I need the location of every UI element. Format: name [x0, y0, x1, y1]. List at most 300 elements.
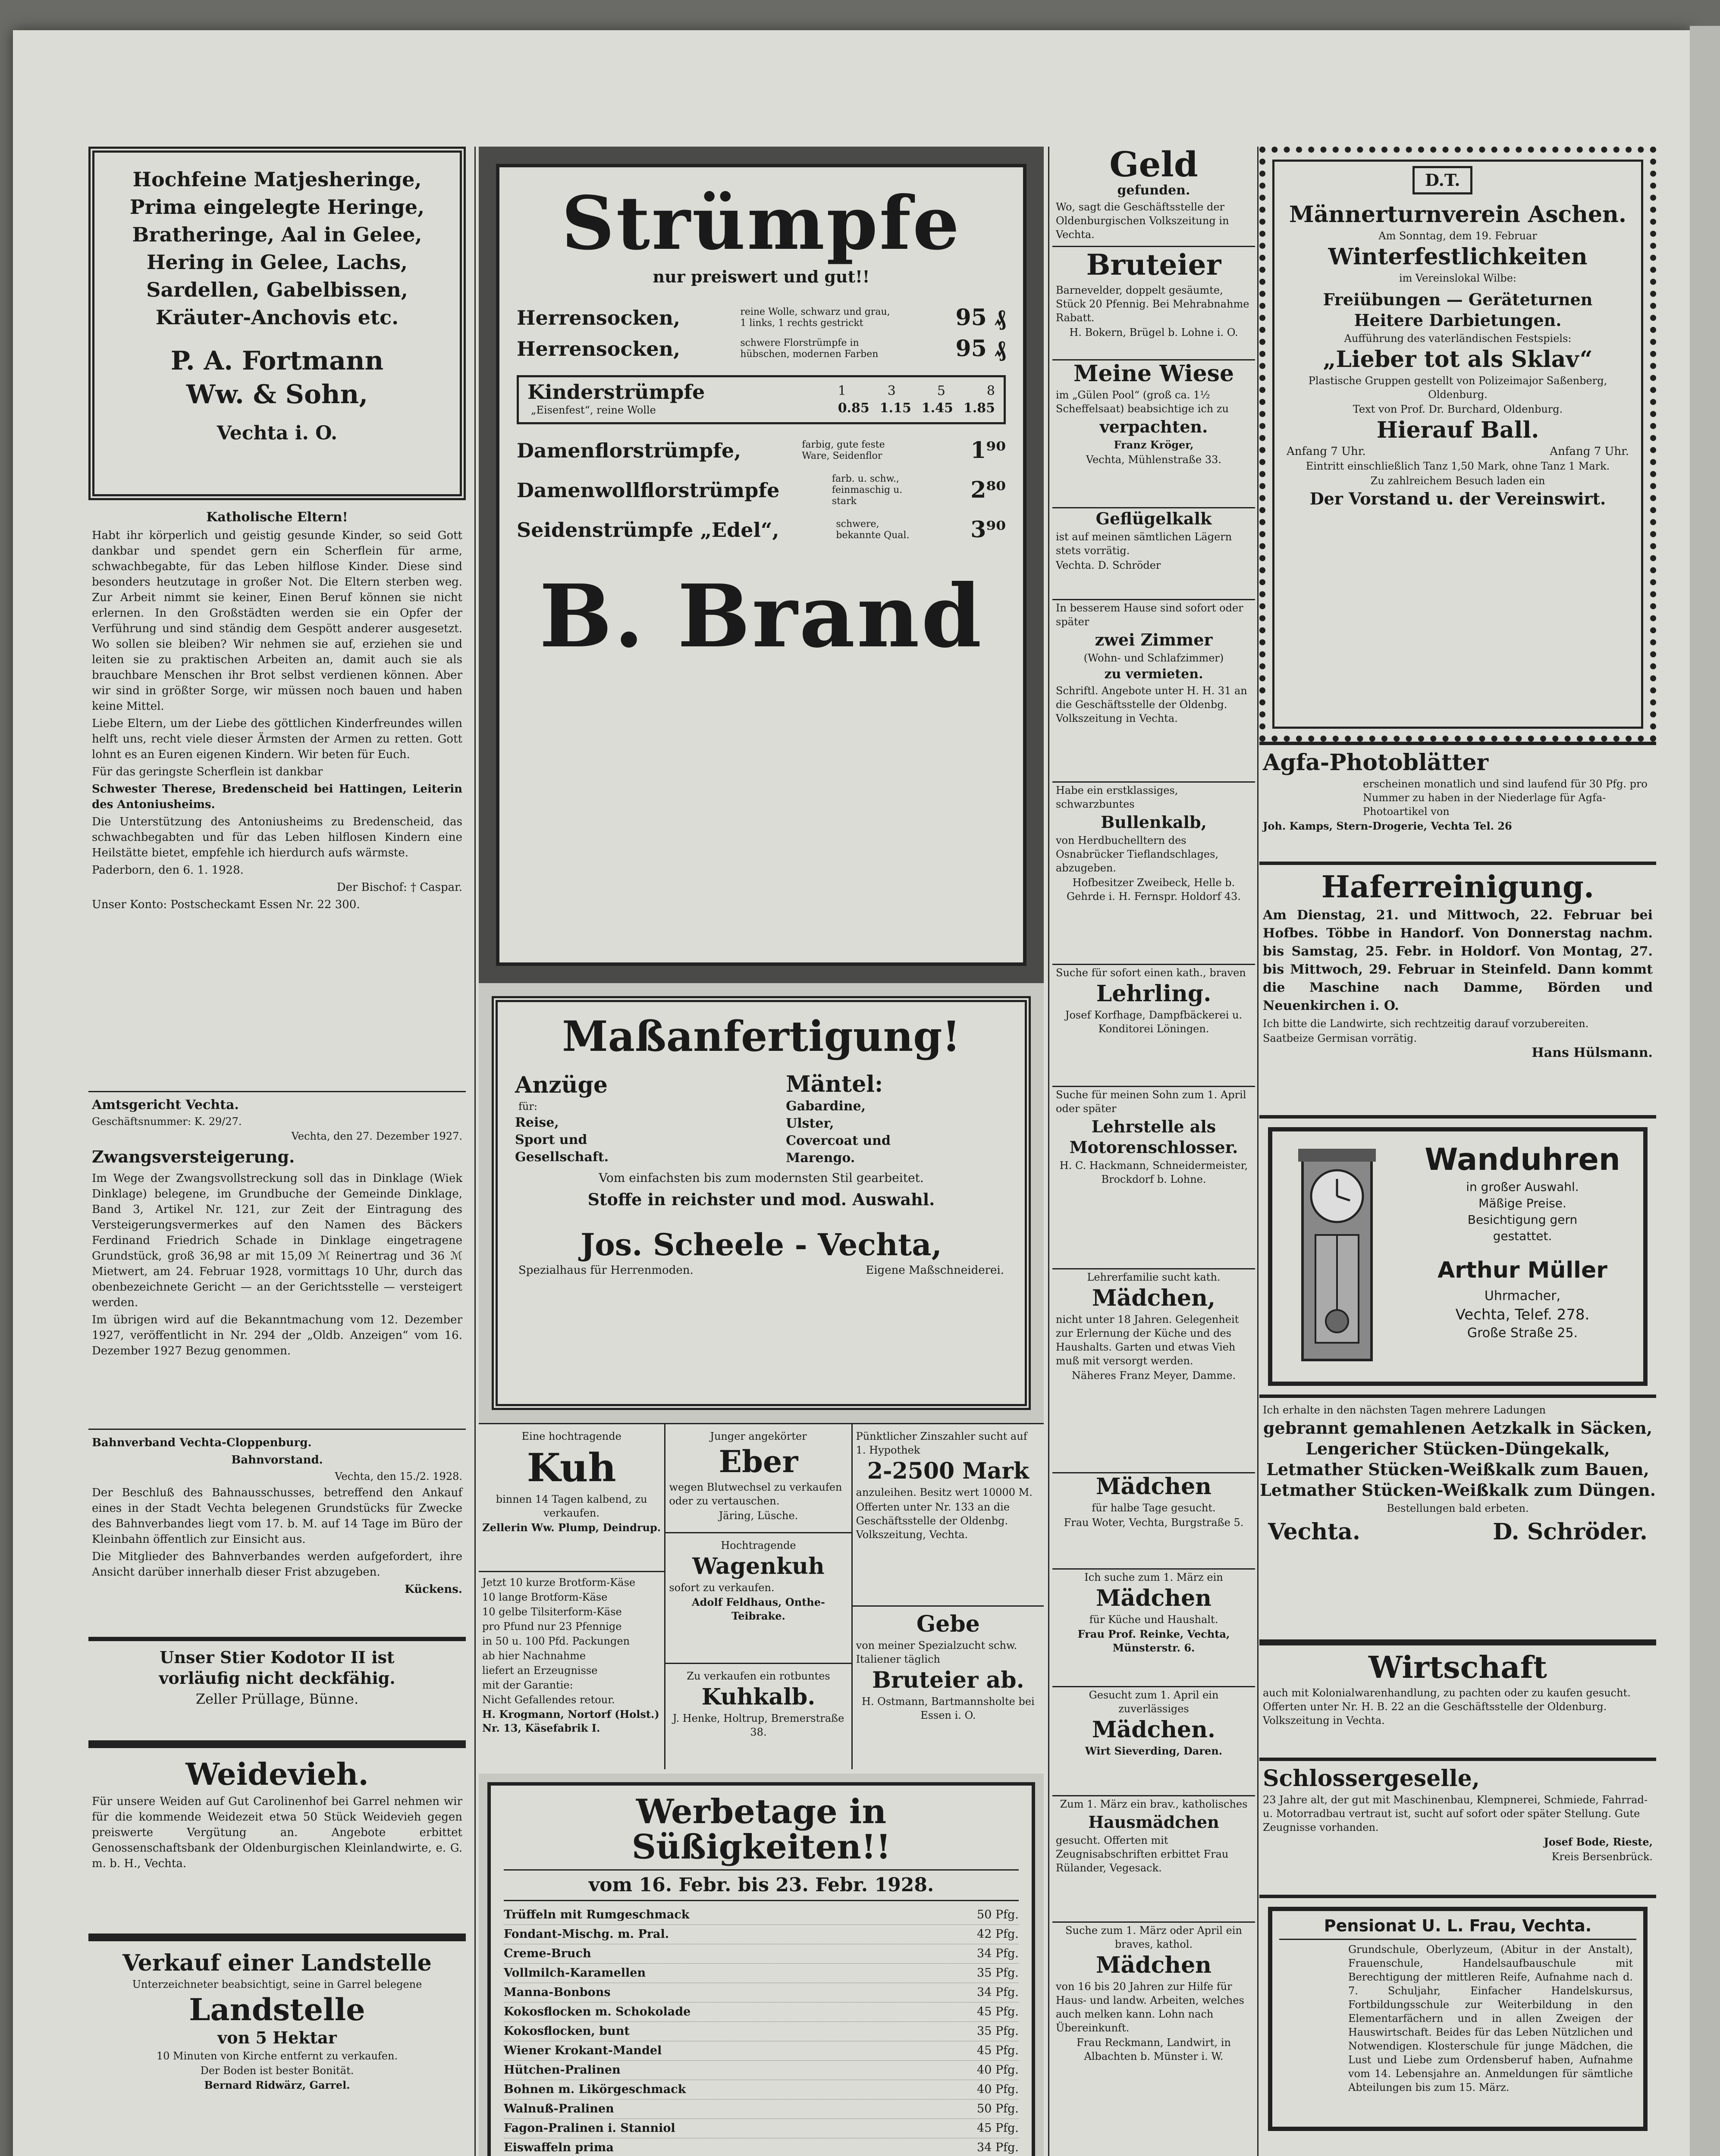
ad-subline: gefunden.	[1117, 183, 1190, 198]
ad-signature: Josef Bode, Rieste,	[1544, 1836, 1653, 1848]
price-list	[504, 1905, 1019, 2156]
ad-weidevieh	[88, 1748, 466, 1934]
ad-body: erscheinen monatlich und sind laufend für 30 Pfg. pro Nummer zu haben in der Niederlage für Agfa-Photoartikel von	[1363, 778, 1648, 818]
item-price: 45 Pfg.	[977, 2044, 1019, 2057]
ad-headline: zwei Zimmer	[1095, 630, 1213, 649]
ad-line: 10 gelbe Tilsiterform-Käse	[482, 1606, 622, 1618]
ad-text: Ulster,	[786, 1116, 834, 1131]
ad-lehrling	[1052, 965, 1255, 1086]
ad-headline: Lehrstelle als Motorenschlosser.	[1069, 1117, 1238, 1157]
ad-signature: Zellerin Ww. Plump, Deindrup.	[482, 1521, 661, 1534]
item-price: 34 Pfg.	[977, 1986, 1019, 1999]
item-price: 95 ₰	[955, 304, 1006, 331]
ad-text: Freiübungen — Geräteturnen	[1323, 290, 1593, 309]
ad-title: Weidevieh.	[185, 1756, 369, 1792]
ad-amtsgericht	[88, 1092, 466, 1429]
ad-gefluegelkalk	[1052, 508, 1255, 599]
item-name: Trüffeln mit Rumgeschmack	[504, 1908, 690, 1921]
ad-date: Vechta, den 15./2. 1928.	[335, 1470, 462, 1482]
item-name: Wiener Krokant-Mandel	[504, 2044, 662, 2057]
ad-headline: Geflügelkalk	[1095, 509, 1212, 528]
price-row	[517, 304, 1006, 331]
price-list-row	[504, 2080, 1019, 2100]
ad-text: Aufführung des vaterländischen Festspiels:	[1344, 332, 1572, 345]
ad-kaese	[479, 1572, 664, 1766]
ad-body: Barnevelder, doppelt gesäumte, Stück 20 Pfennig. Bei Mehrabnahme Rabatt.	[1056, 284, 1249, 324]
price-row	[517, 335, 1006, 362]
ad-top: Zu verkaufen ein rotbuntes	[687, 1670, 830, 1682]
ad-text: Gabardine,	[786, 1099, 866, 1114]
ad-signature: Kückens.	[405, 1583, 462, 1596]
clock-icon	[1294, 1149, 1380, 1364]
size: 8	[986, 383, 995, 398]
ad-body: Ich bitte die Landwirte, sich rechtzeitig darauf vorzubereiten.	[1263, 1018, 1589, 1030]
item-price: 34 Pfg.	[977, 1947, 1019, 1960]
item-price: 50 Pfg.	[977, 1908, 1019, 1921]
ad-body: nicht unter 18 Jahren. Gelegenheit zur Erlernung der Küche und des Haushalts. Garten und etwas Vieh muß mit versorgt werden.	[1056, 1313, 1239, 1367]
item-name: Manna-Bonbons	[504, 1986, 611, 1999]
ad-top: Zum 1. März ein brav., katholisches	[1060, 1798, 1248, 1810]
ad-struempfe	[479, 147, 1044, 983]
item-name: Fagon-Pralinen i. Stanniol	[504, 2122, 675, 2135]
ad-body: Die Mitglieder des Bahnverbandes werden aufgefordert, ihre Ansicht darüber innerhalb dieser Frist abzugeben.	[92, 1550, 462, 1579]
size: 5	[937, 383, 945, 398]
ad-headline: Mädchen	[1096, 1585, 1212, 1611]
firm-name: Arthur Müller	[1438, 1257, 1607, 1283]
ad-body: für halbe Tage gesucht.	[1092, 1502, 1216, 1514]
item-desc: schwere Florstrümpfe in hübschen, modernen Farben	[740, 338, 879, 360]
ad-subline: (Wohn- und Schlafzimmer)	[1083, 652, 1224, 664]
ad-top: Suche zum 1. März oder April ein braves, kathol.	[1065, 1924, 1242, 1950]
ad-heading: Anzüge	[515, 1072, 608, 1098]
price-list-row	[504, 1905, 1019, 1925]
ad-line: liefert an Erzeugnisse	[482, 1664, 598, 1677]
ad-kalk	[1259, 1398, 1656, 1639]
ad-haferreinigung	[1259, 865, 1656, 1115]
ad-body: Grundschule, Oberlyzeum, (Abitur in der Anstalt), Frauenschule, Handelsaufbauschule mit Berechtigung der mittleren Reife, Aufnahme nach d. 7. Schuljahr, Einfacher Handelskursus, Fortbildungsschule zur Weiterbildung in den Elementarfächern und in allen Zweigen der Hauswirtschaft. Beides für das Leben Nützlichen und Notwendigen. Klosterschule für junge Mädchen, die Lust und Liebe zum Ordensberuf haben, Aufnahme vom 14. Lebensjahre an. Anmeldungen für sämtliche Abteilungen bis zum 15. März.	[1348, 1943, 1633, 2093]
ad-headline: Mädchen	[1096, 1473, 1212, 1500]
price: 1.85	[963, 401, 995, 416]
item-price: 1⁹⁰	[970, 437, 1006, 464]
ad-massanfertigung	[479, 983, 1044, 1423]
ad-body: von meiner Spezialzucht schw. Italiener täglich	[856, 1639, 1017, 1665]
ad-top: Hochtragende	[721, 1539, 796, 1551]
ad-body: wegen Blutwechsel zu verkaufen oder zu vertauschen.	[669, 1481, 842, 1507]
price-list-row	[504, 2138, 1019, 2156]
item-price: 42 Pfg.	[977, 1927, 1019, 1941]
ad-maedchen-1	[1052, 1269, 1255, 1472]
ad-matjes	[88, 147, 466, 500]
ad-signature: Der Bischof: † Caspar.	[336, 881, 462, 894]
price-row	[517, 437, 1006, 464]
ad-headline: Lehrling.	[1096, 981, 1212, 1007]
price-list-row	[504, 2119, 1019, 2138]
ad-eber	[665, 1424, 851, 1532]
ad-body: Unterzeichneter beabsichtigt, seine in Garrel belegene	[132, 1978, 422, 1990]
ad-line: Prima eingelegte Heringe,	[129, 195, 425, 219]
ad-signature: Hofbesitzer Zweibeck, Helle b. Gehrde i. H. Fernspr. Holdorf 43.	[1067, 877, 1241, 903]
ad-line: Letmather Stücken-Weißkalk zum Bauen,	[1266, 1460, 1649, 1479]
item-desc: farb. u. schw., feinmaschig u. stark	[832, 473, 903, 507]
ad-body: für Küche und Haushalt.	[1089, 1614, 1218, 1626]
ad-body: Der Boden ist bester Bonität.	[200, 2065, 354, 2077]
ad-headline: Geld	[1109, 147, 1198, 185]
ad-text: Gesellschaft.	[515, 1150, 609, 1165]
ad-title: Werbetage in Süßigkeiten!!	[631, 1792, 891, 1867]
item-name: Kinderstrümpfe	[527, 380, 705, 404]
ad-wiese	[1052, 360, 1255, 507]
ad-wanduhren	[1259, 1119, 1656, 1395]
ad-text: Bestellungen bald erbeten.	[1387, 1502, 1529, 1514]
ad-text: Marengo.	[786, 1150, 855, 1166]
ad-line: Hochfeine Matjesheringe,	[132, 168, 422, 191]
ad-landstelle	[88, 1941, 466, 2156]
ad-signature: Frau Reckmann, Landwirt, in Albachten b. Münster i. W.	[1077, 2037, 1231, 2062]
item-name: Kokosflocken m. Schokolade	[504, 2005, 691, 2018]
ad-place: Vechta.	[1268, 1519, 1360, 1545]
ad-bahnverband	[88, 1430, 466, 1637]
ad-line: Jetzt 10 kurze Brotform-Käse	[482, 1576, 636, 1589]
ad-top: Lehrerfamilie sucht kath.	[1087, 1271, 1221, 1283]
ad-body: anzuleihen. Besitz wert 10000 M.	[856, 1486, 1033, 1498]
ad-text: Eigene Maßschneiderei.	[866, 1264, 1004, 1277]
ad-signature: Järing, Lüsche.	[719, 1510, 798, 1522]
ad-body: im „Gülen Pool“ (groß ca. 1½ Scheffelsaat) beabsichtige ich zu	[1056, 389, 1229, 415]
ad-body: binnen 14 Tagen kalbend, zu verkaufen.	[496, 1493, 647, 1519]
item-price: 45 Pfg.	[977, 2005, 1019, 2018]
ad-line: gebrannt gemahlenen Aetzkalk in Säcken,	[1263, 1418, 1653, 1438]
ad-title: Maßanfertigung!	[562, 1012, 960, 1061]
ad-zimmer	[1052, 600, 1255, 781]
ad-body: Die Unterstützung des Antoniusheims zu Bredenscheid, das schwachbegabten und für das Leben hilflosen Kindern eine Heilstätte bietet, empfehle ich hierdurch aufs wärmste.	[92, 815, 462, 859]
ad-top: In besserem Hause sind sofort oder später	[1056, 602, 1243, 628]
ad-headline: Schlossergeselle,	[1263, 1765, 1480, 1792]
ad-body: Saatbeize Germisan vorrätig.	[1263, 1032, 1417, 1044]
ad-line: vorläufig nicht deckfähig.	[159, 1668, 395, 1688]
ad-body: gesucht. Offerten mit Zeugnisabschriften erbittet Frau Rülander, Vegesack.	[1056, 1834, 1229, 1874]
ad-line: Sardellen, Gabelbissen,	[146, 278, 408, 301]
ad-line: in 50 u. 100 Pfd. Packungen	[482, 1635, 630, 1647]
ad-text: im Vereinslokal Wilbe:	[1399, 272, 1517, 284]
ad-text: Vom einfachsten bis zum modernsten Stil gearbeitet.	[599, 1171, 924, 1185]
ad-text: gestattet.	[1493, 1229, 1552, 1243]
column-rule	[1048, 147, 1049, 2156]
ad-body: Am Dienstag, 21. und Mittwoch, 22. Februar bei Hofbes. Többe in Handorf. Von Donnerstag nachm. bis Samstag, 25. Febr. in Holdorf. Von Montag, 27. bis Mittwoch, 29. Februar in Steinfeld. Dann kommt die Maschine nach Damme, Börden und Neuenkirchen i. O.	[1263, 908, 1653, 1013]
item-price: 3⁹⁰	[970, 517, 1006, 543]
ad-headline: „Lieber tot als Sklav“	[1323, 346, 1593, 373]
ad-date: Paderborn, den 6. 1. 1928.	[92, 864, 244, 877]
column-1	[88, 147, 466, 2156]
price-list-row	[504, 1964, 1019, 1983]
column-2	[479, 147, 1044, 2156]
ad-body: Im übrigen wird auf die Bekanntmachung vom 12. Dezember 1927, veröffentlicht in Nr. 294 der „Oldb. Anzeigen“ vom 16. Dezember 1927 Bezug genommen.	[92, 1313, 462, 1357]
item-price: 45 Pfg.	[977, 2122, 1019, 2135]
ad-maedchen-3	[1052, 1570, 1255, 1686]
ad-agfa	[1259, 745, 1656, 862]
ad-headline: Mädchen,	[1092, 1285, 1216, 1311]
ad-signature: Frau Woter, Vechta, Burgstraße 5.	[1064, 1517, 1244, 1529]
ad-text: Anfang 7 Uhr.	[1550, 445, 1629, 458]
ad-title: Bahnverband Vechta-Cloppenburg.	[92, 1436, 312, 1449]
item-name: Walnuß-Pralinen	[504, 2102, 614, 2115]
ad-body: Wo, sagt die Geschäftsstelle der Oldenburgischen Volkszeitung in Vechta.	[1056, 201, 1229, 241]
ad-signature: Franz Kröger,	[1114, 439, 1194, 451]
ad-top: Junger angekörter	[710, 1430, 807, 1442]
ad-headline: Kuhkalb.	[701, 1684, 816, 1710]
column-4	[1259, 147, 1656, 2156]
ad-kuhkalb	[665, 1664, 851, 1763]
ad-subline: von 5 Hektar	[217, 2028, 337, 2047]
ad-headline: 2-2500 Mark	[867, 1458, 1029, 1484]
ad-title: Amtsgericht Vechta.	[92, 1097, 239, 1112]
ad-body: Im Wege der Zwangsvollstreckung soll das in Dinklage (Wiek Dinklage) belegene, im Grundbuche der Gemeinde Dinklage, Band 3, Artikel Nr. 121, zur Zeit der Eintragung des Versteigerungsvermerkes auf den Namen des Bäckers Ferdinand Friedrich Schade in Dinklage eingetragene Grundstück, groß 36,98 ar mit 15,09 ℳ Reinertrag und 36 ℳ Mietwert, am 24. Februar 1928, vormittags 10 Uhr, durch das obenbezeichnete Gericht — an der Gerichtsstelle — versteigert werden.	[92, 1172, 462, 1309]
ad-top: Ich suche zum 1. März ein	[1084, 1571, 1223, 1583]
ad-heading: Mäntel:	[786, 1071, 883, 1097]
ad-stier	[88, 1641, 466, 1740]
ad-address: Vechta, Mühlenstraße 33.	[1086, 454, 1222, 466]
ad-body: von 16 bis 20 Jahren zur Hilfe für Haus- und landw. Arbeiten, welches auch melken kann. Lohn nach Übereinkunft.	[1056, 1981, 1244, 2034]
column-rule	[474, 147, 476, 2156]
ad-text: Text von Prof. Dr. Burchard, Oldenburg.	[1353, 403, 1563, 415]
column-3	[1052, 147, 1255, 2156]
ad-kuh-big	[479, 1424, 664, 1571]
ad-body: ist auf meinen sämtlichen Lägern stets vorrätig.	[1056, 531, 1232, 557]
ad-line: pro Pfund nur 23 Pfennige	[482, 1620, 622, 1633]
ad-katholische-eltern	[88, 500, 466, 1091]
price: 1.45	[921, 401, 953, 416]
item-price: 35 Pfg.	[977, 1966, 1019, 1980]
ad-text: Anfang 7 Uhr.	[1287, 445, 1366, 458]
ad-headline: Mädchen	[1096, 1952, 1212, 1978]
ad-title: Wanduhren	[1425, 1142, 1620, 1177]
ad-gebe	[853, 1607, 1044, 1766]
ad-title: Haferreinigung.	[1321, 869, 1594, 905]
ad-headline: Bullenkalb,	[1101, 812, 1207, 832]
ad-bullenkalb	[1052, 783, 1255, 964]
ad-headline: Hierauf Ball.	[1376, 417, 1539, 443]
item-name: Creme-Bruch	[504, 1947, 591, 1960]
ad-subtitle: nur preiswert und gut!!	[653, 267, 870, 286]
item-desc: „Eisenfest“, reine Wolle	[531, 404, 656, 416]
ad-text: Plastische Gruppen gestellt von Polizeimajor Saßenberg, Oldenburg.	[1308, 375, 1607, 401]
size: 1	[838, 383, 846, 398]
ad-title: Katholische Eltern!	[206, 510, 348, 525]
ad-title: Agfa-Photoblätter	[1263, 749, 1488, 776]
ad-text: Heitere Darbietungen.	[1354, 310, 1562, 330]
ad-signature: Vechta. D. Schröder	[1056, 559, 1161, 571]
ad-body: Für unsere Weiden auf Gut Carolinenhof bei Garrel nehmen wir für die kommende Weidezeit etwa 50 Stück Weidevieh gegen preiswerte Vergütung an. Angebote erbittet Genossenschaftsbank der Oldenburgischen Kleinlandwirte, e. G. m. b. H., Vechta.	[92, 1795, 462, 1870]
price-list-row	[504, 1925, 1019, 1944]
item-price: 34 Pfg.	[977, 2141, 1019, 2154]
ad-title: Wirtschaft	[1368, 1649, 1547, 1685]
ad-headline: Landstelle	[189, 1992, 365, 2028]
ad-headline: Gebe	[916, 1611, 980, 1637]
ad-text: Uhrmacher,	[1484, 1288, 1561, 1304]
ad-bruteier	[1052, 247, 1255, 359]
price-list-row	[504, 2061, 1019, 2080]
ad-headline: Wagenkuh	[692, 1553, 825, 1579]
newspaper-page	[13, 30, 1691, 2156]
ad-line: Lengericher Stücken-Düngekalk,	[1306, 1439, 1610, 1458]
kinder-box	[517, 375, 1006, 424]
ad-body: von Herdbuchelltern des Osnabrücker Tieflandschlages, abzugeben.	[1056, 834, 1219, 874]
price-list-row	[504, 2041, 1019, 2061]
price-list-row	[504, 2022, 1019, 2041]
clock-illustration	[1272, 1131, 1402, 1382]
ad-body: Für das geringste Scherflein ist dankbar	[92, 765, 323, 778]
item-name: Herrensocken,	[517, 306, 681, 329]
ad-text: Sport und	[515, 1132, 587, 1147]
item-name: Vollmilch-Karamellen	[504, 1966, 646, 1980]
ad-date: vom 16. Febr. bis 23. Febr. 1928.	[588, 1874, 934, 1896]
ad-date: Am Sonntag, dem 19. Februar	[1378, 230, 1537, 242]
book-spine	[1690, 26, 1720, 2156]
ad-body: auch mit Kolonialwarenhandlung, zu pachten oder zu kaufen gesucht. Offerten unter Nr. H. B. 22 an die Geschäftsstelle der Oldenburg. Volkszeitung in Vechta.	[1263, 1687, 1631, 1727]
item-price: 35 Pfg.	[977, 2024, 1019, 2038]
ad-text: Eintritt einschließlich Tanz 1,50 Mark, ohne Tanz 1 Mark.	[1306, 460, 1610, 472]
ad-headline: Meine Wiese	[1073, 360, 1234, 387]
ad-signature: Schwester Therese, Bredenscheid bei Hattingen, Leiterin des Antoniusheims.	[92, 783, 462, 811]
price-row	[517, 517, 1006, 543]
ad-signature: H. Bokern, Brügel b. Lohne i. O.	[1069, 326, 1238, 338]
ad-geld	[1052, 147, 1255, 246]
ad-body: Der Beschluß des Bahnausschusses, betreffend den Ankauf eines in der Stadt Vechta belegenen Grundstücks für Zwecke des Bahnverbandes liegt vom 17. b. M. auf 14 Tage im Büro der Kleinbahn öffentlich zur Einsicht aus.	[92, 1486, 462, 1546]
ad-line: Nicht Gefallendes retour.	[482, 1694, 615, 1706]
ad-signature: Joh. Kamps, Stern-Drogerie, Vechta Tel. 26	[1263, 820, 1512, 832]
ad-line: Hering in Gelee, Lachs,	[146, 251, 408, 274]
ad-title: Männerturnverein Aschen.	[1289, 201, 1626, 228]
ad-text: Mäßige Preise.	[1478, 1196, 1566, 1210]
price-list-row	[504, 1944, 1019, 1964]
firm-place: Vechta i. O.	[217, 422, 338, 444]
item-desc: schwere, bekannte Qual.	[836, 519, 910, 541]
ad-text: für:	[518, 1100, 537, 1112]
ad-number: Geschäftsnummer: K. 29/27.	[92, 1116, 242, 1128]
ad-text: in großer Auswahl.	[1466, 1180, 1579, 1194]
item-price: 40 Pfg.	[977, 2063, 1019, 2077]
item-price: 95 ₰	[955, 335, 1006, 362]
ad-signature: D. Schröder.	[1493, 1519, 1648, 1545]
ad-text: Covercoat und	[786, 1133, 891, 1148]
ad-text: Kreis Bersenbrück.	[1551, 1851, 1653, 1863]
ad-text: Stoffe in reichster und mod. Auswahl.	[587, 1190, 935, 1209]
ad-body: Liebe Eltern, um der Liebe des göttlichen Kinderfreundes willen helft uns, recht viele dieser Ärmsten der Armen zu retten. Gott lohnt es an Euren eigenen Kindern. Wir beten für Euch.	[92, 717, 462, 761]
price-row	[517, 473, 1006, 508]
size: 3	[887, 383, 896, 398]
ad-title: Verkauf einer Landstelle	[122, 1950, 432, 1976]
ad-suessigkeiten	[479, 1774, 1044, 2156]
firm-name: B. Brand	[539, 566, 983, 667]
ad-body: Schriftl. Angebote unter H. H. 31 an die Geschäftsstelle der Oldenbg. Volkszeitung in Vechta.	[1056, 685, 1247, 724]
ad-body: 23 Jahre alt, der gut mit Maschinenbau, Klempnerei, Schmiede, Fahrrad- u. Motorradbau vertraut ist, sucht auf sofort oder später Stellung. Gute Zeugnisse vorhanden.	[1263, 1794, 1648, 1833]
ad-signature: Adolf Feldhaus, Onthe-Teibrake.	[692, 1596, 825, 1622]
ad-heading: Zwangsversteigerung.	[92, 1147, 295, 1166]
ad-signature: Näheres Franz Meyer, Damme.	[1071, 1369, 1236, 1382]
price-list-row	[504, 2002, 1019, 2022]
item-name: Fondant-Mischg. m. Pral.	[504, 1927, 669, 1941]
ad-headline: Winterfestlichkeiten	[1328, 244, 1588, 270]
ad-title: Strümpfe	[561, 180, 961, 266]
ad-maedchen-5	[1052, 1923, 1255, 2117]
ad-date: Vechta, den 27. Dezember 1927.	[291, 1130, 462, 1142]
ad-top: Eine hochtragende	[521, 1430, 621, 1442]
ad-headline: Mädchen.	[1092, 1717, 1216, 1743]
ad-signature: H. C. Hackmann, Schneidermeister, Brockdorf b. Lohne.	[1059, 1159, 1248, 1185]
ad-maedchen-4	[1052, 1687, 1255, 1795]
price: 1.15	[879, 401, 911, 416]
ad-line: Kräuter-Anchovis etc.	[155, 306, 399, 329]
firm-name: P. A. Fortmann	[170, 346, 384, 376]
ad-title: Pensionat U. L. Frau, Vechta.	[1324, 1916, 1592, 1935]
ad-top: Ich erhalte in den nächsten Tagen mehrere Ladungen	[1263, 1404, 1546, 1416]
item-name: Damenflorstrümpfe,	[517, 439, 741, 462]
ad-headline: Hausmädchen	[1088, 1812, 1219, 1832]
ad-headline: zu vermieten.	[1104, 667, 1203, 682]
ad-line: Letmather Stücken-Weißkalk zum Düngen.	[1260, 1480, 1656, 1500]
ad-pensionat	[1259, 1898, 1656, 2140]
ad-headline: Bruteier ab.	[872, 1667, 1024, 1693]
column-rule	[1257, 147, 1259, 2156]
item-price: 50 Pfg.	[977, 2102, 1019, 2115]
item-price: 40 Pfg.	[977, 2083, 1019, 2096]
ad-text: Zu zahlreichem Besuch laden ein	[1370, 475, 1545, 487]
ad-line: Bratheringe, Aal in Gelee,	[132, 223, 422, 246]
dt-badge: D.T.	[1412, 166, 1472, 194]
item-price: 2⁸⁰	[970, 477, 1006, 503]
price-row	[838, 400, 995, 417]
ad-signature: H. Ostmann, Bartmannsholte bei Essen i. O.	[861, 1695, 1035, 1721]
ad-top: Gesucht zum 1. April ein zuverlässiges	[1089, 1689, 1219, 1715]
price: 0.85	[838, 401, 869, 416]
item-name: Hütchen-Pralinen	[504, 2063, 621, 2077]
ad-signature: Hans Hülsmann.	[1532, 1045, 1653, 1060]
price-list-row	[504, 2100, 1019, 2119]
ad-hausmaedchen	[1052, 1796, 1255, 1921]
ad-headline: Eber	[719, 1444, 798, 1479]
ad-text: Vechta, Telef. 278.	[1455, 1306, 1590, 1323]
ad-body: 10 Minuten von Kirche entfernt zu verkaufen.	[156, 2050, 398, 2062]
item-name: Bohnen m. Likörgeschmack	[504, 2083, 686, 2096]
firm-name: Jos. Scheele - Vechta,	[580, 1227, 942, 1263]
item-desc: farbig, gute feste Ware, Seidenflor	[802, 439, 885, 461]
ad-signature: Bernard Ridwärz, Garrel.	[204, 2079, 350, 2091]
ad-line: ab hier Nachnahme	[482, 1650, 586, 1662]
size-row	[838, 382, 995, 400]
item-name: Kokosflocken, bunt	[504, 2024, 630, 2038]
ad-lehrstelle	[1052, 1087, 1255, 1268]
ad-wagenkuh	[665, 1533, 851, 1663]
ad-line: mit der Garantie:	[482, 1679, 573, 1691]
ad-signature: J. Henke, Holtrup, Bremerstraße 38.	[672, 1712, 844, 1738]
ad-konto: Unser Konto: Postscheckamt Essen Nr. 22 300.	[92, 898, 360, 911]
item-name: Damenwollflorstrümpfe	[517, 479, 780, 502]
ad-text: Besichtigung gern	[1467, 1213, 1578, 1227]
ad-body: Offerten unter Nr. 133 an die Geschäftsstelle der Oldenbg. Volkszeitung, Vechta.	[856, 1501, 1010, 1541]
ad-row	[479, 1423, 1044, 1769]
ad-schlosser	[1259, 1761, 1656, 1895]
ad-top: Habe ein erstklassiges, schwarzbuntes	[1056, 784, 1178, 810]
ad-turnverein	[1259, 147, 1656, 742]
ad-signature: Wirt Sieverding, Daren.	[1085, 1745, 1223, 1757]
item-desc: reine Wolle, schwarz und grau, 1 links, 1 rechts gestrickt	[740, 307, 890, 329]
ad-text: Reise,	[515, 1115, 559, 1130]
ad-line: 10 lange Brotform-Käse	[482, 1591, 608, 1603]
ad-headline: verpachten.	[1099, 417, 1208, 436]
ad-signature: Josef Korfhage, Dampfbäckerei u. Konditorei Löningen.	[1065, 1009, 1243, 1035]
item-name: Eiswaffeln prima	[504, 2141, 614, 2154]
price-list-row	[504, 1983, 1019, 2002]
ad-top: Suche für sofort einen kath., braven	[1056, 967, 1246, 979]
